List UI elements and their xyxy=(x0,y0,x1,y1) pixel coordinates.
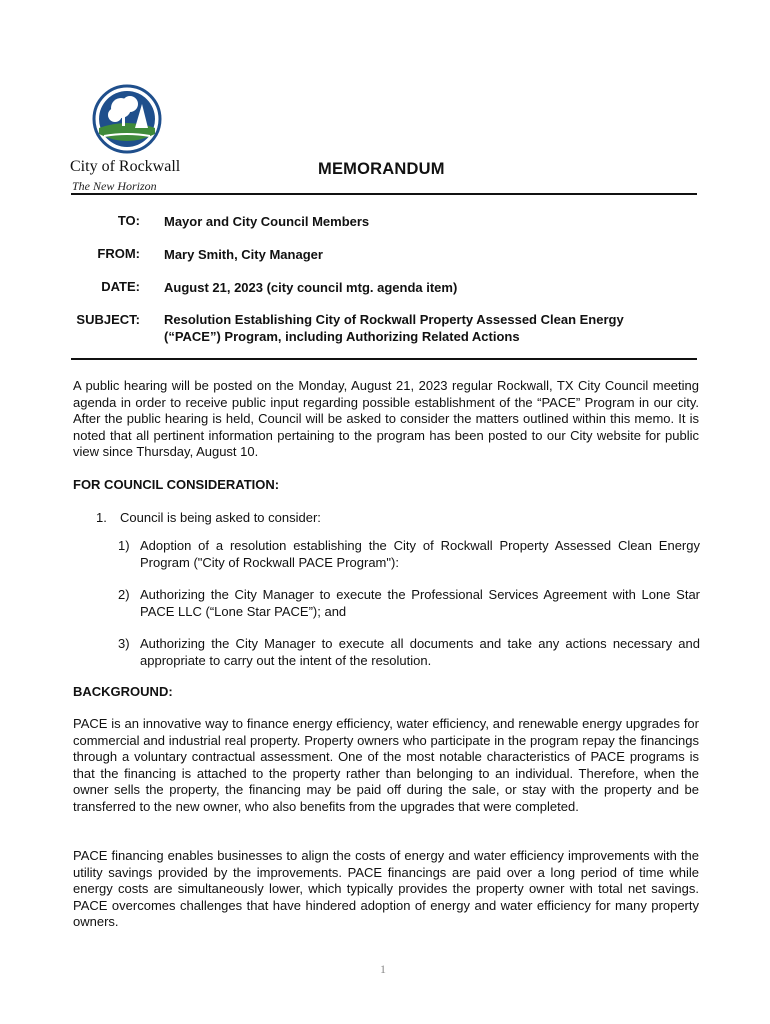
sub-item-1-number: 1) xyxy=(118,538,130,553)
consideration-heading: FOR COUNCIL CONSIDERATION: xyxy=(73,477,280,492)
from-value: Mary Smith, City Manager xyxy=(164,247,323,262)
consideration-item-text: Council is being asked to consider: xyxy=(120,510,321,525)
logo-tagline: The New Horizon xyxy=(72,179,157,193)
date-label: DATE: xyxy=(101,279,140,294)
to-label: TO: xyxy=(117,213,140,228)
header-bottom-rule xyxy=(71,358,697,360)
subject-label: SUBJECT: xyxy=(76,312,140,327)
consideration-item-number: 1. xyxy=(96,510,107,525)
sub-item-3-text: Authorizing the City Manager to execute all documents and take any actions necessary and appropriate to carry out the intent of the resolution. xyxy=(140,636,700,668)
subject-line-1: Resolution Establishing City of Rockwall Property Assessed Clean Energy xyxy=(164,312,624,327)
from-label: FROM: xyxy=(97,246,140,261)
sub-item-2-text: Authorizing the City Manager to execute the Professional Services Agreement with Lone Star PACE LLC (“Lone Star PACE”); and xyxy=(140,587,700,619)
logo-city-name: City of Rockwall xyxy=(70,158,181,175)
to-value: Mayor and City Council Members xyxy=(164,214,370,229)
subject-value xyxy=(164,311,684,345)
background-paragraph-2: PACE financing enables businesses to align the costs of energy and water efficiency improvements with the utility savings provided by the improvements. PACE financings are paid over a long period of time while energy costs are simultaneously lower, which typically provides the property owner with total net savings. PACE overcomes challenges that have hindered adoption of energy and water efficiency for many property owners. xyxy=(73,848,699,930)
city-seal-icon xyxy=(92,84,162,154)
memo-title: MEMORANDUM xyxy=(318,160,445,178)
background-heading: BACKGROUND: xyxy=(73,684,173,699)
page-number: 1 xyxy=(380,962,386,976)
sub-item-2-number: 2) xyxy=(118,587,130,602)
intro-paragraph: A public hearing will be posted on the Monday, August 21, 2023 regular Rockwall, TX City Council meeting agenda in order to receive public input regarding possible establishment of the “PACE” Program in our city. After the public hearing is held, Council will be asked to consider the matters outlined within this memo. It is noted that all pertinent information pertaining to the program has been posted to our City website for public view since Thursday, August 10. xyxy=(73,378,699,460)
background-paragraph-1: PACE is an innovative way to finance energy efficiency, water efficiency, and renewable energy upgrades for commercial and industrial real property. Property owners who participate in the program repay the financings through a voluntary contractual assessment. One of the most notable characteristics of PACE programs is that the financing is attached to the property rather than belonging to an individual. Therefore, when the owner sells the property, the financing may be paid off during the sale, or stay with the property and be transferred to the new owner, who also benefits from the upgrades that were completed. xyxy=(73,716,699,814)
sub-item-1-text: Adoption of a resolution establishing the City of Rockwall Property Assessed Clean Energy Program ("City of Rockwall PACE Program"): xyxy=(140,538,700,570)
sub-item-3-number: 3) xyxy=(118,636,130,651)
date-value: August 21, 2023 (city council mtg. agenda item) xyxy=(164,280,458,295)
subject-line-2: (“PACE”) Program, including Authorizing Related Actions xyxy=(164,329,520,344)
header-top-rule xyxy=(71,193,697,195)
